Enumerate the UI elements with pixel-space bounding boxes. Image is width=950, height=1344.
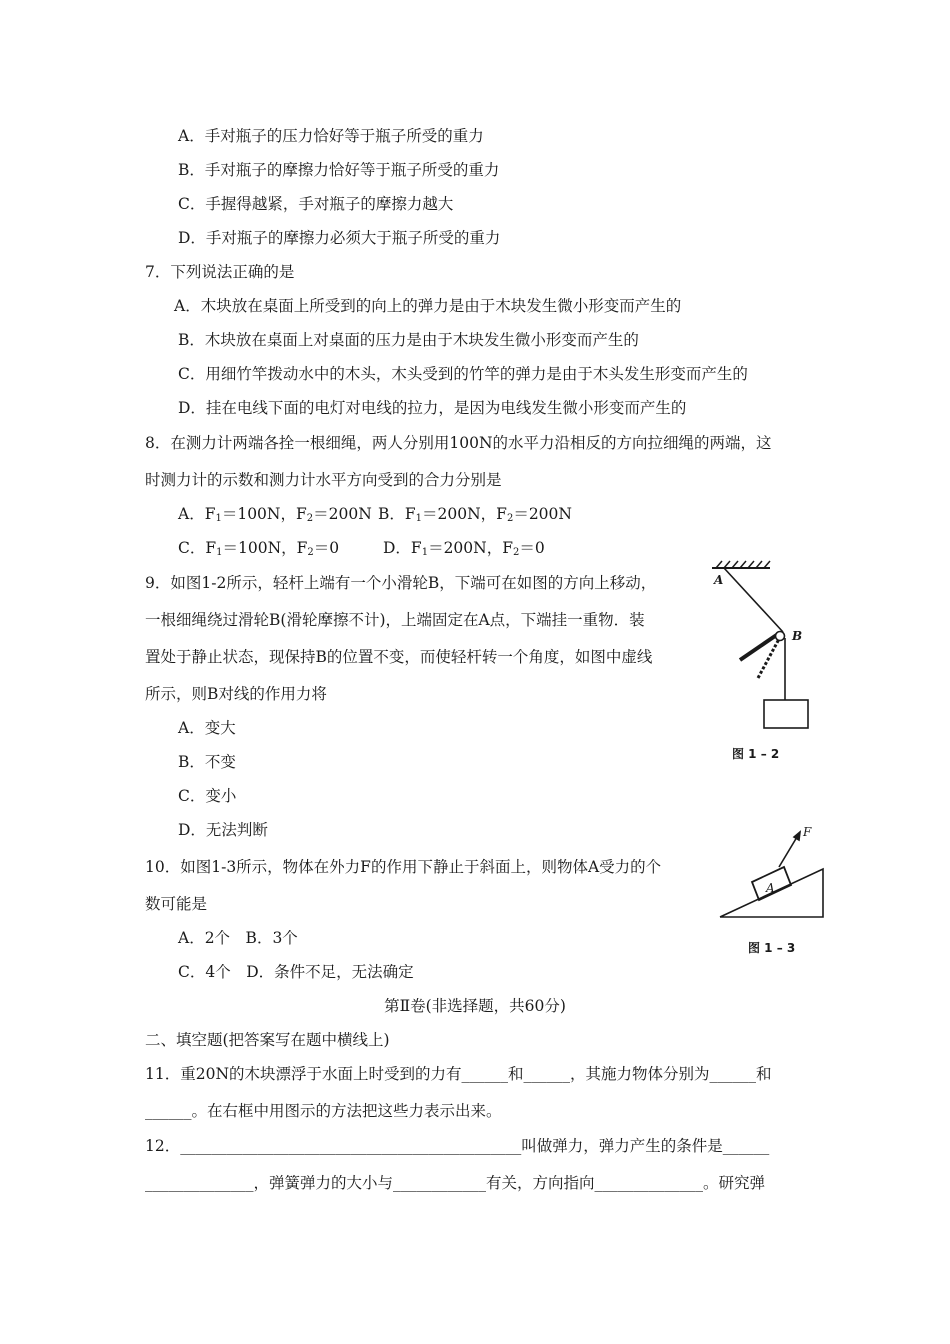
q10-stem-line2: 数可能是 [145, 895, 208, 913]
pulley-b [776, 632, 785, 641]
q7-option-b: B．木块放在桌面上对桌面的压力是由于木块发生微小形变而产生的 [178, 331, 639, 349]
q6-option-b: B．手对瓶子的摩擦力恰好等于瓶子所受的重力 [178, 161, 500, 179]
ceiling-hatch [716, 561, 770, 568]
figure-1-3-caption: 图 1 – 3 [748, 941, 796, 955]
q8-option-a: A．$F_1=100N$，$F_2=200N$ [178, 505, 372, 524]
section-2-title: 第Ⅱ卷(非选择题，共60分) [384, 997, 566, 1015]
weight-box [764, 700, 808, 728]
force-f-arrowhead [794, 832, 800, 840]
figure-1-3 [715, 822, 835, 962]
q6-option-c: C．手握得越紧，手对瓶子的摩擦力越大 [178, 195, 454, 213]
q7-option-c: C．用细竹竿拨动水中的木头，木头受到的竹竿的弹力是由于木头发生形变而产生的 [178, 365, 748, 383]
q9-stem-line4: 所示，则B对线的作用力将 [145, 685, 327, 703]
label-b: B [792, 629, 803, 643]
q9-option-a: A．变大 [178, 719, 236, 737]
q8-stem-line2: 时测力计的示数和测力计水平方向受到的合力分别是 [145, 471, 502, 489]
label-block-a: A [766, 881, 775, 895]
q9-option-b: B．不变 [178, 753, 236, 771]
q11-line2: ______。在右框中用图示的方法把这些力表示出来。 [145, 1102, 502, 1120]
q12-line2: ______________，弹簧弹力的大小与____________有关，方向指向______________。研究弹 [145, 1174, 766, 1192]
label-a: A [714, 573, 724, 587]
q9-stem-line2: 一根细绳绕过滑轮B(滑轮摩擦不计)，上端固定在A点，下端挂一重物．装 [145, 611, 645, 629]
q8-stem-line1: 8．在测力计两端各拴一根细绳，两人分别用100N的水平力沿相反的方向拉细绳的两端，这 [145, 434, 772, 452]
q9-stem-line1: 9．如图1-2所示，轻杆上端有一个小滑轮B，下端可在如图的方向上移动， [145, 574, 657, 592]
q12-line1: 12．____________________________________________叫做弹力，弹力产生的条件是______ [145, 1137, 770, 1155]
label-f: F [803, 825, 812, 839]
light-rod [740, 634, 778, 660]
figure-1-2 [700, 560, 810, 770]
q8-option-b: B．$F_1=200N$，$F_2=200N$ [378, 505, 572, 524]
q7-stem: 7．下列说法正确的是 [145, 263, 295, 281]
q8-option-c: C．$F_1=100N$，$F_2=0$ [178, 539, 340, 558]
figure-1-2-caption: 图 1 – 2 [732, 747, 780, 761]
q10-stem-line1: 10．如图1-3所示，物体在外力F的作用下静止于斜面上，则物体A受力的个 [145, 858, 662, 876]
q11-line1: 11．重20N的木块漂浮于水面上时受到的力有______和______，其施力物体分别为______和 [145, 1065, 772, 1083]
q9-option-d: D．无法判断 [178, 821, 268, 839]
q7-option-a: A．木块放在桌面上所受到的向上的弹力是由于木块发生微小形变而产生的 [174, 297, 682, 315]
q10-options-cd: C．4个 D．条件不足，无法确定 [178, 963, 414, 981]
q7-option-d: D．挂在电线下面的电灯对电线的拉力，是因为电线发生微小形变而产生的 [178, 399, 687, 417]
q6-option-a: A．手对瓶子的压力恰好等于瓶子所受的重力 [178, 127, 484, 145]
q9-option-c: C．变小 [178, 787, 237, 805]
q6-option-d: D．手对瓶子的摩擦力必须大于瓶子所受的重力 [178, 229, 501, 247]
q8-option-d: D．$F_1=200N$，$F_2=0$ [383, 539, 545, 558]
fill-in-title: 二、填空题(把答案写在题中横线上) [145, 1031, 390, 1049]
q10-options-ab: A．2个 B．3个 [178, 929, 298, 947]
rope-upper [724, 568, 783, 632]
q9-stem-line3: 置处于静止状态，现保持B的位置不变，而使轻杆转一个角度，如图中虚线 [145, 648, 653, 666]
